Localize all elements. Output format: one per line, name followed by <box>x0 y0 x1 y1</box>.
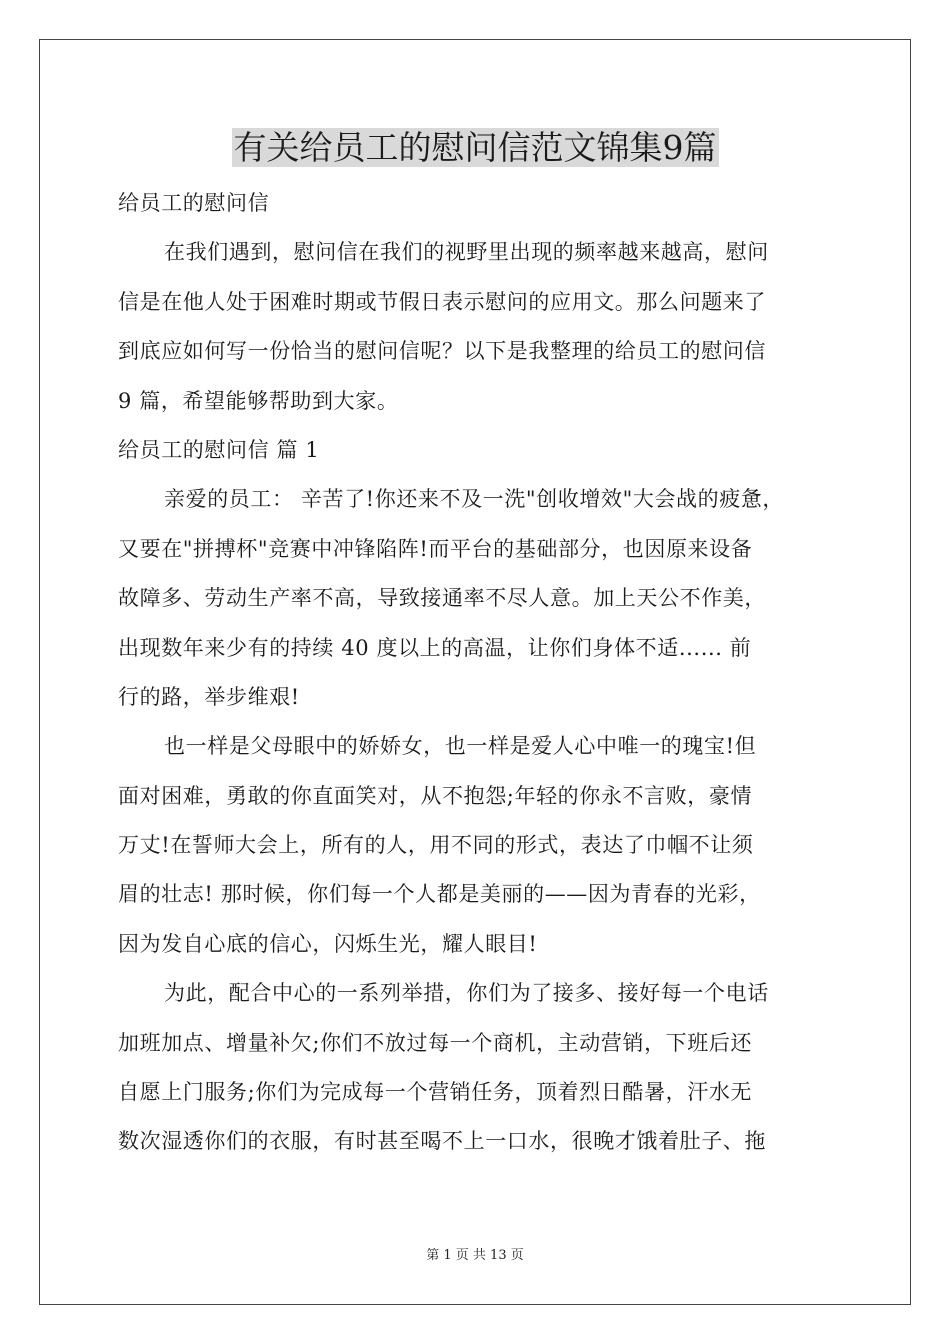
text-line: 在我们遇到，慰问信在我们的视野里出现的频率越来越高，慰问 <box>164 240 769 265</box>
text-line: 9 篇，希望能够帮助到大家。 <box>118 388 399 413</box>
document-title <box>0 126 950 170</box>
text-line: 眉的壮志! 那时候，你们每一个人都是美丽的——因为青春的光彩， <box>118 882 761 907</box>
document-body <box>118 179 838 1167</box>
document-title-text: 有关给员工的慰问信范文锦集9篇 <box>233 128 717 167</box>
text-line: 信是在他人处于困难时期或节假日表示慰问的应用文。那么问题来了 <box>118 289 766 314</box>
text-line: 出现数年来少有的持续 40 度以上的高温，让你们身体不适...... 前 <box>118 635 752 660</box>
text-line: 给员工的慰问信 篇 1 <box>118 437 320 462</box>
text-line: 行的路，举步维艰! <box>118 684 300 709</box>
text-line: 面对困难，勇敢的你直面笑对，从不抱怨;年轻的你永不言败，豪情 <box>118 783 753 808</box>
text-line: 万丈!在誓师大会上，所有的人，用不同的形式，表达了巾帼不让须 <box>118 833 754 858</box>
text-line: 到底应如何写一份恰当的慰问信呢？以下是我整理的给员工的慰问信 <box>118 339 766 364</box>
text-line: 故障多、劳动生产率不高，导致接通率不尽人意。加上天公不作美， <box>118 586 766 611</box>
text-line: 亲爱的员工： 辛苦了!你还来不及一洗"创收增效"大会战的疲惫， <box>164 487 785 512</box>
page-footer: 第 1 页 共 13 页 <box>426 1248 524 1263</box>
text-line: 因为发自心底的信心，闪烁生光，耀人眼目! <box>118 931 538 956</box>
text-line: 又要在"拼搏杯"竞赛中冲锋陷阵!而平台的基础部分，也因原来设备 <box>118 536 753 561</box>
text-line: 也一样是父母眼中的娇娇女，也一样是爱人心中唯一的瑰宝!但 <box>164 734 757 759</box>
text-line: 为此，配合中心的一系列举措，你们为了接多、接好每一个电话 <box>164 981 769 1006</box>
text-line: 自愿上门服务;你们为完成每一个营销任务，顶着烈日酷暑，汗水无 <box>118 1080 753 1105</box>
text-line: 给员工的慰问信 <box>118 191 270 215</box>
text-line: 数次湿透你们的衣服，有时甚至喝不上一口水，很晚才饿着肚子、拖 <box>118 1129 766 1154</box>
text-line: 加班加点、增量补欠;你们不放过每一个商机，主动营销，下班后还 <box>118 1030 753 1055</box>
